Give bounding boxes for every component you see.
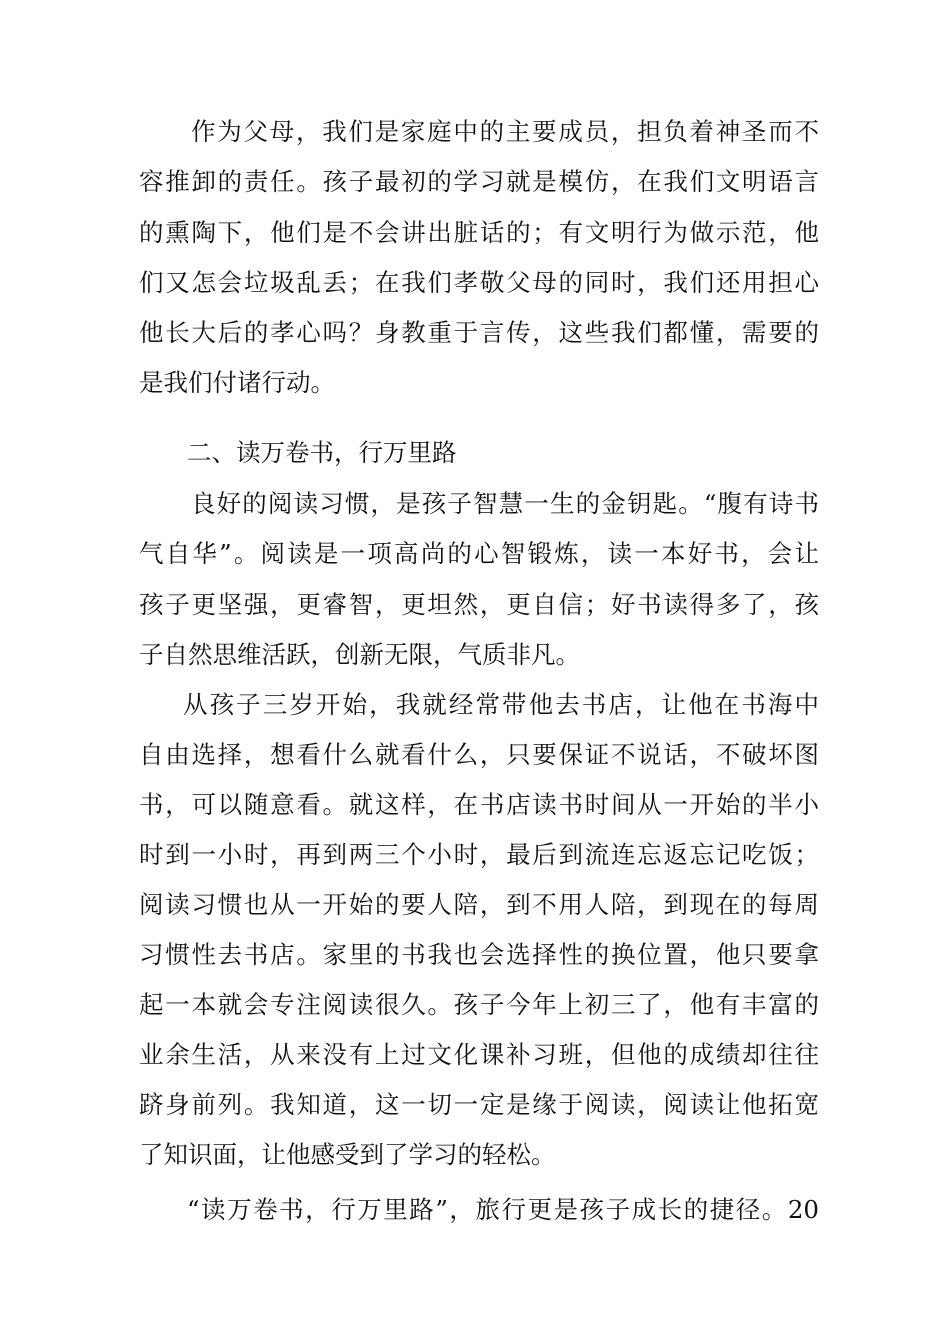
paragraph-3-line-1: 从孩子三岁开始，我就经常带他去书店，让他在书海中: [183, 690, 819, 719]
paragraph-3-line-8: 业余生活，从来没有上过文化课补习班，但他的成绩却往往: [139, 1040, 819, 1069]
paragraph-1-line-1: 作为父母，我们是家庭中的主要成员，担负着神圣而不: [191, 117, 819, 146]
paragraph-1-line-2: 容推卸的责任。孩子最初的学习就是模仿，在我们文明语言: [139, 167, 819, 196]
section-heading: 二、读万卷书，行万里路: [187, 438, 457, 467]
paragraph-2-line-2: 气自华”。阅读是一项高尚的心智锻炼，读一本好书，会让: [139, 539, 819, 568]
paragraph-3-line-7: 起一本就会专注阅读很久。孩子今年上初三了，他有丰富的: [139, 990, 819, 1019]
paragraph-4-line-1: “读万卷书，行万里路”，旅行更是孩子成长的捷径。20: [187, 1195, 819, 1224]
paragraph-3-line-10: 了知识面，让他感受到了学习的轻松。: [139, 1140, 556, 1169]
paragraph-3-line-5: 阅读习惯也从一开始的要人陪，到不用人陪，到现在的每周: [139, 890, 819, 919]
paragraph-1-line-3: 的熏陶下，他们是不会讲出脏话的；有文明行为做示范，他: [139, 218, 819, 247]
paragraph-2-line-4: 子自然思维活跃，创新无限，气质非凡。: [139, 640, 580, 669]
paragraph-1-line-4: 们又怎会垃圾乱丢；在我们孝敬父母的同时，我们还用担心: [139, 268, 819, 297]
paragraph-1-line-6: 是我们付诸行动。: [139, 368, 335, 397]
paragraph-1-line-5: 他长大后的孝心吗？身教重于言传，这些我们都懂，需要的: [139, 318, 819, 347]
paragraph-3-line-6: 习惯性去书店。家里的书我也会选择性的换位置，他只要拿: [139, 940, 819, 969]
paragraph-3-line-2: 自由选择，想看什么就看什么，只要保证不说话，不破坏图: [139, 740, 819, 769]
paragraph-2-line-3: 孩子更坚强，更睿智，更坦然，更自信；好书读得多了，孩: [139, 590, 819, 619]
paragraph-3-line-4: 时到一小时，再到两三个小时，最后到流连忘返忘记吃饭；: [139, 840, 819, 869]
paragraph-2-line-1: 良好的阅读习惯，是孩子智慧一生的金钥匙。“腹有诗书: [191, 489, 819, 518]
paragraph-3-line-9: 跻身前列。我知道，这一切一定是缘于阅读，阅读让他拓宽: [139, 1090, 819, 1119]
paragraph-3-line-3: 书，可以随意看。就这样，在书店读书时间从一开始的半小: [139, 790, 819, 819]
